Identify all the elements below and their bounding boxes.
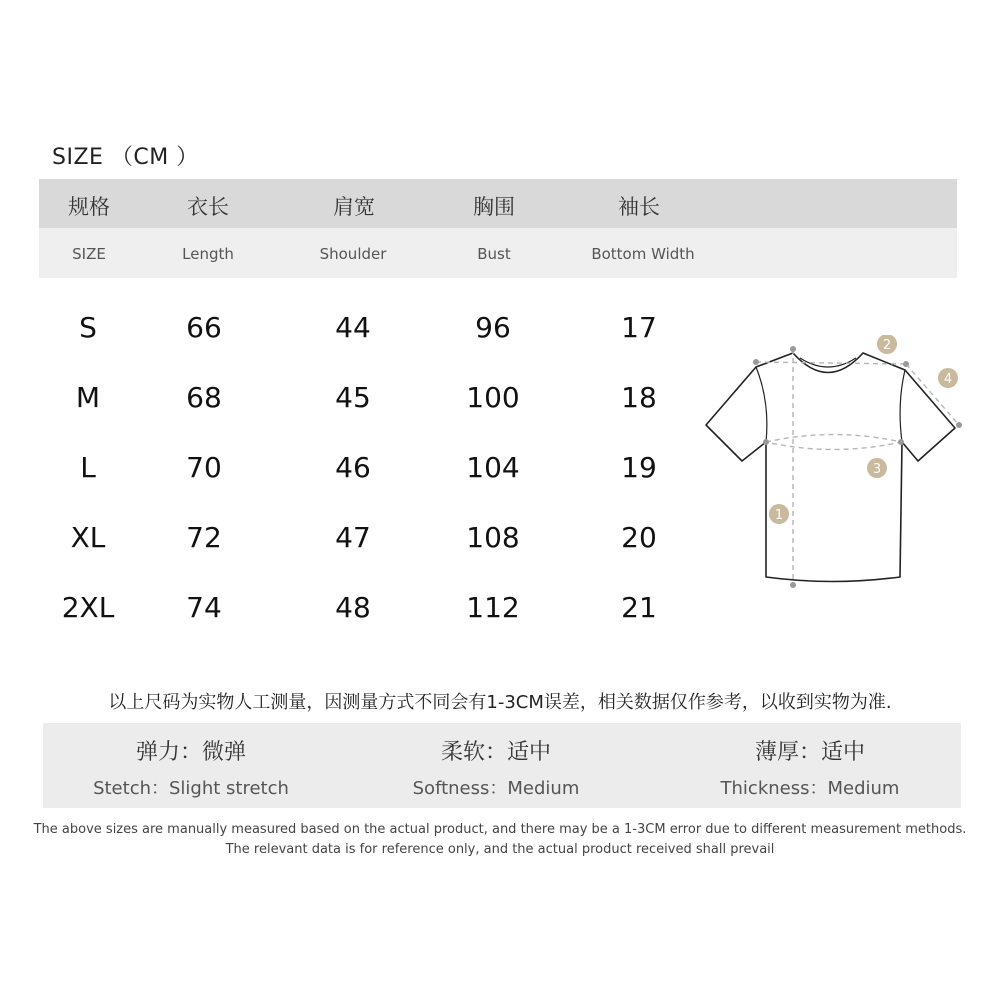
header-en-size: SIZE bbox=[72, 245, 106, 263]
table-row bbox=[0, 515, 720, 565]
cell-size: L bbox=[80, 451, 96, 484]
cell-length: 66 bbox=[186, 311, 222, 344]
size-chart-title: SIZE （CM ） bbox=[52, 145, 199, 170]
measure-endpoint bbox=[898, 439, 904, 445]
marker-length bbox=[769, 504, 789, 524]
cell-length: 70 bbox=[186, 451, 222, 484]
cell-shoulder: 46 bbox=[335, 451, 371, 484]
cell-bust: 112 bbox=[466, 591, 520, 624]
header-zh-size: 规格 bbox=[68, 195, 110, 219]
note-en-line-1: The above sizes are manually measured based on the actual product, and there may be a 1-3CM error due to different measurement methods. bbox=[33, 822, 967, 837]
cell-size: S bbox=[79, 311, 97, 344]
cell-sleeve: 17 bbox=[621, 311, 657, 344]
cell-length: 72 bbox=[186, 521, 222, 554]
fabric-properties-panel bbox=[43, 723, 961, 808]
header-zh-bust: 胸围 bbox=[473, 195, 515, 219]
cell-length: 68 bbox=[186, 381, 222, 414]
svg-text:4: 4 bbox=[943, 372, 953, 387]
cell-sleeve: 21 bbox=[621, 591, 657, 624]
property-softness-en: Softness：Medium bbox=[412, 778, 580, 799]
note-en-line-2: The relevant data is for reference only, and the actual product received shall prevail bbox=[225, 842, 775, 857]
cell-shoulder: 44 bbox=[335, 311, 371, 344]
header-zh-sleeve: 袖长 bbox=[618, 195, 660, 219]
cell-size: 2XL bbox=[61, 591, 115, 624]
measure-endpoint bbox=[903, 361, 909, 367]
svg-text:2: 2 bbox=[882, 338, 892, 353]
measurement-note-english bbox=[0, 820, 1000, 860]
cell-bust: 108 bbox=[466, 521, 520, 554]
header-en-length: Length bbox=[182, 245, 234, 263]
cell-sleeve: 19 bbox=[621, 451, 657, 484]
cell-bust: 100 bbox=[466, 381, 520, 414]
cell-bust: 96 bbox=[475, 311, 511, 344]
table-row bbox=[0, 375, 720, 425]
table-row bbox=[0, 445, 720, 495]
header-zh-shoulder: 肩宽 bbox=[333, 195, 375, 219]
property-softness bbox=[356, 735, 636, 800]
measurement-note-chinese: 以上尺码为实物人工测量，因测量方式不同会有1-3CM误差，相关数据仅作参考，以收到实物为准. bbox=[108, 692, 892, 713]
property-softness-zh: 柔软：适中 bbox=[440, 740, 551, 765]
header-en-shoulder: Shoulder bbox=[319, 245, 387, 263]
property-elasticity-en: Stetch：Slight stretch bbox=[93, 778, 289, 799]
measure-endpoint bbox=[763, 439, 769, 445]
tshirt-measurement-diagram bbox=[700, 335, 970, 595]
header-en-bust: Bust bbox=[477, 245, 511, 263]
marker-shoulder bbox=[877, 335, 897, 354]
cell-size: M bbox=[75, 381, 101, 414]
header-zh-length: 衣长 bbox=[187, 195, 229, 219]
cell-shoulder: 45 bbox=[335, 381, 371, 414]
cell-sleeve: 18 bbox=[621, 381, 657, 414]
cell-sleeve: 20 bbox=[621, 521, 657, 554]
header-en-sleeve: Bottom Width bbox=[591, 245, 695, 263]
property-elasticity-zh: 弹力：微弹 bbox=[135, 740, 246, 765]
cell-size: XL bbox=[70, 521, 106, 554]
measure-endpoint bbox=[753, 359, 759, 365]
svg-text:3: 3 bbox=[872, 462, 882, 477]
property-thickness-zh: 薄厚：适中 bbox=[754, 740, 865, 765]
svg-text:1: 1 bbox=[774, 508, 784, 523]
measure-endpoint bbox=[790, 582, 796, 588]
table-row bbox=[0, 305, 720, 355]
property-thickness-en: Thickness：Medium bbox=[720, 778, 900, 799]
measure-endpoint bbox=[956, 422, 962, 428]
property-thickness bbox=[670, 735, 950, 800]
marker-sleeve bbox=[938, 368, 958, 388]
marker-bust bbox=[867, 458, 887, 478]
cell-bust: 104 bbox=[466, 451, 520, 484]
cell-length: 74 bbox=[186, 591, 222, 624]
cell-shoulder: 47 bbox=[335, 521, 371, 554]
property-elasticity bbox=[51, 735, 331, 800]
measure-endpoint bbox=[790, 346, 796, 352]
cell-shoulder: 48 bbox=[335, 591, 371, 624]
table-row bbox=[0, 585, 720, 635]
tshirt-outline-icon bbox=[706, 353, 955, 582]
